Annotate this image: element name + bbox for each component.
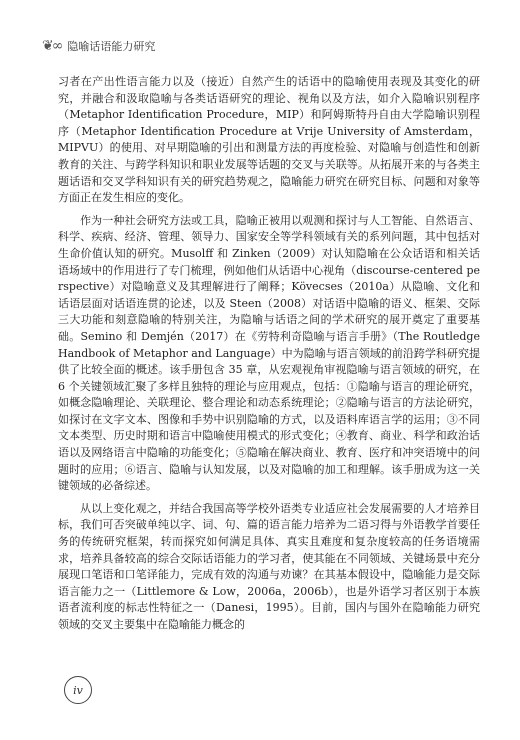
body-text [58, 74, 480, 634]
ornament-icon: ❦∞ [42, 38, 62, 54]
running-header [42, 38, 155, 54]
paragraph-2: 作为一种社会研究方法或工具，隐喻正被用以观测和探讨与人工智能、自然语言、科学、疾病、经济、管理、领导力、国家安全等学科领域有关的系列问题，其中包括对生命价值认知的研究。Musolff 和 Zinken（2009）对认知隐喻在公众话语和相关话语场域中的作用进行了专门梳理，例如他们从话语中心视角（discourse-centered perspective）对隐喻意义及其理解进行了阐释；Kövecses（2010a）从隐喻、文化和话语层面对话语连贯的论述，以及 Steen（2008）对话语中隐喻的语义、框架、交际三大功能和刻意隐喻的特别关注，为隐喻与话语之间的学术研究的展开奠定了重要基础。Semino 和 Demjén（2017）在《劳特利奇隐喻与语言手册》（The Routledge Handbook of Metaphor and Language）中为隐喻与语言领域的前沿跨学科研究提供了比较全面的概述。该手册包含 35 章，从宏观视角审视隐喻与语言领域的研究，在 6 个关键领域汇聚了多样且独特的理论与应用观点，包括：①隐喻与语言的理论研究，如概念隐喻理论、关联理论、整合理论和动态系统理论；②隐喻与语言的方法论研究，如探讨在文字文本、图像和手势中识别隐喻的方式，以及语料库语言学的运用；③不同文本类型、历史时期和语言中隐喻使用模式的形式变化；④教育、商业、科学和政治话语以及网络语言中隐喻的功能变化；⑤隐喻在解决商业、教育、医疗和冲突语境中的问题时的应用；⑥语言、隐喻与认知发展，以及对隐喻的加工和理解。该手册成为这一关键领域的必备综述。 [58, 213, 480, 493]
paragraph-1: 习者在产出性语言能力以及（接近）自然产生的话语中的隐喻使用表现及其变化的研究，并融合和汲取隐喻与各类话语研究的理论、视角以及方法，如介入隐喻识别程序（Metaphor Identification Procedure，MIP）和阿姆斯特丹自由大学隐喻识别程序（Metaphor Identification Procedure at Vrije University of Amsterdam，MIPVU）的使用、对早期隐喻的引出和测量方法的再度检验、对隐喻与创造性和创新教育的关注、与跨学科知识和职业发展等话题的交叉与关联等。从拓展开来的与各类主题话语和交叉学科知识有关的研究趋势观之，隐喻能力研究在研究目标、问题和对象等方面正在发生相应的变化。 [58, 75, 480, 205]
running-header-title: 隐喻话语能力研究 [67, 40, 156, 53]
paragraph-3: 从以上变化观之，并结合我国高等学校外语类专业适应社会发展需要的人才培养目标，我们可否突破单纯以字、词、句、篇的语言能力培养为二语习得与外语教学首要任务的传统研究框架，转而探究如何满足具体、真实且难度和复杂度较高的任务语境需求，培养具备较高的综合交际话语能力的学习者，使其能在不同领域、关键场景中充分展现口笔语和口笔译能力，完成有效的沟通与劝谏？在其基本假设中，隐喻能力是交际语言能力之一（Littlemore & Low，2006a，2006b），也是外语学习者区别于本族语者流利度的标志性特征之一（Danesi，1995）。目前，国内与国外在隐喻能力研究领域的交叉主要集中在隐喻能力概念的 [58, 501, 480, 631]
page-number: iv [64, 676, 92, 704]
